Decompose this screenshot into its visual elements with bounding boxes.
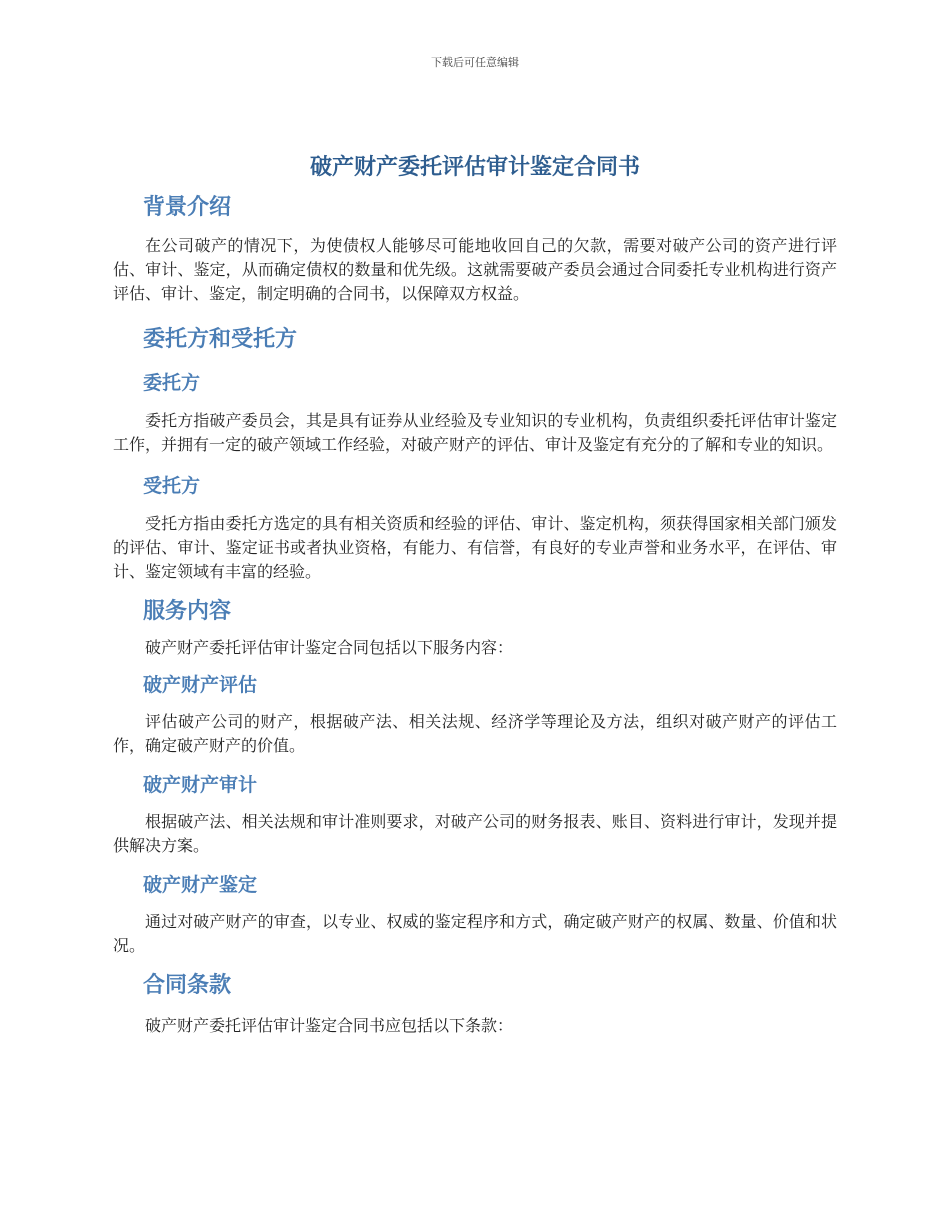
document-title: 破产财产委托评估审计鉴定合同书: [309, 155, 640, 180]
paragraph-appraisal: 通过对破产财产的审查，以专业、权威的鉴定程序和方式，确定破产财产的权属、数量、价值和状况。: [113, 912, 837, 955]
heading-terms: 合同条款: [143, 973, 232, 998]
paragraph-agent: 受托方指由委托方选定的具有相关资质和经验的评估、审计、鉴定机构，须获得国家相关部门颁发的评估、审计、鉴定证书或者执业资格，有能力、有信誉，有良好的专业声誉和业务水平，在评估、审计、鉴定领域有丰富的经验。: [113, 514, 837, 581]
header-note: 下载后可任意编辑: [431, 56, 519, 69]
paragraph-terms-intro: 破产财产委托评估审计鉴定合同书应包括以下条款：: [145, 1016, 514, 1035]
heading-principal: 委托方: [143, 372, 201, 394]
document-body: [113, 192, 837, 1038]
paragraph-services-intro: 破产财产委托评估审计鉴定合同包括以下服务内容：: [145, 638, 514, 657]
paragraph-background: 在公司破产的情况下，为使债权人能够尽可能地收回自己的欠款，需要对破产公司的资产进行评估、审计、鉴定，从而确定债权的数量和优先级。这就需要破产委员会通过合同委托专业机构进行资产评估、审计、鉴定，制定明确的合同书，以保障双方权益。: [113, 236, 837, 303]
heading-parties: 委托方和受托方: [143, 327, 298, 352]
paragraph-principal: 委托方指破产委员会，其是具有证券从业经验及专业知识的专业机构，负责组织委托评估审计鉴定工作，并拥有一定的破产领域工作经验，对破产财产的评估、审计及鉴定有充分的了解和专业的知识。: [113, 411, 837, 454]
paragraph-evaluation: 评估破产公司的财产，根据破产法、相关法规、经济学等理论及方法，组织对破产财产的评估工作，确定破产财产的价值。: [113, 712, 837, 755]
heading-background: 背景介绍: [143, 195, 232, 220]
paragraph-audit: 根据破产法、相关法规和审计准则要求，对破产公司的财务报表、账目、资料进行审计，发现并提供解决方案。: [113, 812, 837, 855]
heading-appraisal: 破产财产鉴定: [143, 874, 258, 896]
heading-services: 服务内容: [143, 599, 232, 624]
heading-agent: 受托方: [143, 475, 201, 497]
heading-audit: 破产财产审计: [143, 774, 258, 796]
heading-evaluation: 破产财产评估: [143, 674, 258, 696]
